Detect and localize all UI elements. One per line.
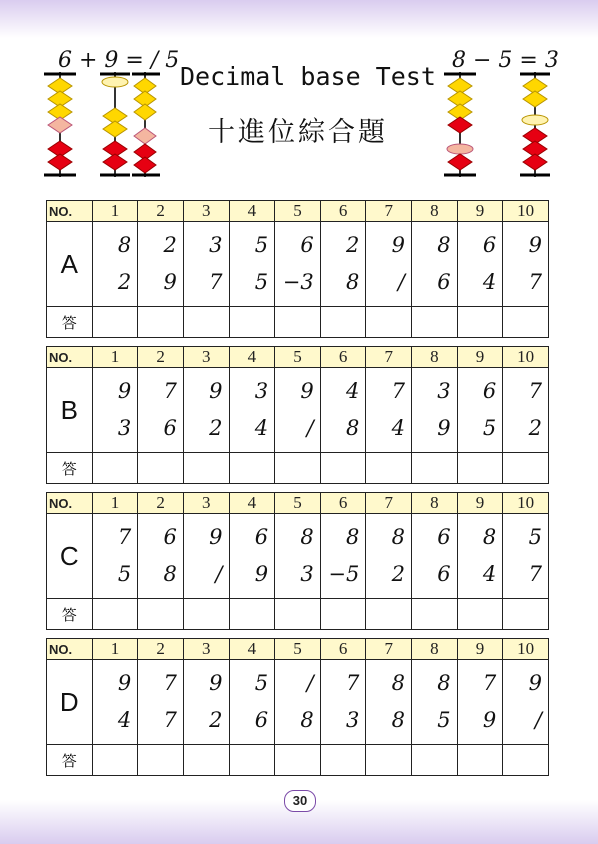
addend-top: 5 [254,233,269,257]
abacus-rod-left-3 [132,72,160,177]
col-4: 4 [229,493,275,514]
row-label: B [47,368,93,453]
section-b-table [46,346,549,484]
problem-cell [92,222,138,307]
answer-cell[interactable] [412,745,458,776]
addend-top: 5 [528,525,542,549]
col-2: 2 [138,201,184,222]
header-row [47,347,549,368]
problem-cell [412,368,458,453]
col-6: 6 [320,639,366,660]
addend-top: 7 [391,379,405,403]
answer-row [47,453,549,484]
addend-bottom: 6 [254,708,269,732]
addend-top: 7 [163,671,177,695]
addend-top: 9 [528,671,542,695]
answer-cell[interactable] [457,599,503,630]
addend-bottom: 4 [482,270,497,294]
col-7: 7 [366,347,412,368]
addend-bottom: 7 [528,270,542,294]
col-1: 1 [92,347,138,368]
addend-bottom: 5 [437,708,451,732]
addend-bottom: 5 [117,562,132,586]
answer-cell[interactable] [183,745,229,776]
problem-row [47,514,549,599]
col-8: 8 [412,493,458,514]
answer-cell[interactable] [366,453,412,484]
addend-bottom: 3 [117,416,132,440]
col-4: 4 [229,347,275,368]
addend-bottom: 2 [209,416,223,440]
problem-cell [366,514,412,599]
addend-top: 8 [437,233,451,257]
answer-row [47,599,549,630]
addend-bottom: / [534,708,542,732]
header-row [47,493,549,514]
answer-cell[interactable] [275,307,321,338]
answer-cell[interactable] [275,599,321,630]
addend-bottom: −5 [328,562,360,586]
problem-cell [503,660,549,745]
addend-top: 9 [528,233,542,257]
addend-bottom: 5 [482,416,497,440]
page-number: 30 [284,790,316,812]
addend-bottom: 9 [163,270,177,294]
problem-cell [412,514,458,599]
addend-bottom: 4 [254,416,269,440]
addend-top: / [306,671,314,695]
addend-top: 9 [209,379,223,403]
header-row [47,639,549,660]
addend-top: 3 [437,379,451,403]
addend-bottom: 2 [209,708,223,732]
col-4: 4 [229,639,275,660]
addend-top: 6 [163,525,177,549]
problem-cell [320,222,366,307]
answer-cell[interactable] [138,599,184,630]
answer-cell[interactable] [229,307,275,338]
addend-top: 8 [300,525,314,549]
addend-top: 5 [254,671,269,695]
addend-bottom: 8 [163,562,177,586]
problem-cell [138,368,184,453]
addend-bottom: / [306,416,314,440]
answer-cell[interactable] [320,307,366,338]
answer-cell[interactable] [366,745,412,776]
abacus-illustration-left [40,72,170,182]
addend-top: 7 [528,379,542,403]
answer-cell[interactable] [412,453,458,484]
row-label: D [47,660,93,745]
col-6: 6 [320,347,366,368]
addend-top: 6 [300,233,314,257]
problem-cell [366,222,412,307]
problem-cell [183,368,229,453]
section-d-table [46,638,549,776]
col-10: 10 [503,493,549,514]
section-a-table [46,200,549,338]
row-label: A [47,222,93,307]
answer-cell[interactable] [366,307,412,338]
problem-cell [229,514,275,599]
addend-top: 8 [117,233,132,257]
problem-cell [138,660,184,745]
addend-bottom: 8 [346,270,360,294]
addend-bottom: 6 [437,270,451,294]
col-5: 5 [275,201,321,222]
addend-top: 6 [482,379,497,403]
col-1: 1 [92,639,138,660]
problem-cell [92,514,138,599]
col-9: 9 [457,347,503,368]
addend-bottom: 3 [300,562,314,586]
answer-cell[interactable] [92,307,138,338]
abacus-rod-left-1 [44,72,76,177]
col-9: 9 [457,201,503,222]
col-7: 7 [366,201,412,222]
addend-top: 8 [391,671,405,695]
example-equation-right: 8 − 5 = 3 [452,48,559,73]
addend-top: 9 [300,379,314,403]
answer-cell[interactable] [320,453,366,484]
col-10: 10 [503,639,549,660]
problem-cell [457,368,503,453]
addend-bottom: 7 [209,270,223,294]
problem-cell [183,222,229,307]
answer-cell[interactable] [457,307,503,338]
answer-label: 答 [47,307,93,338]
addend-top: 7 [346,671,360,695]
addend-bottom: 7 [163,708,177,732]
problem-row [47,660,549,745]
addend-bottom: 9 [254,562,269,586]
addend-bottom: 7 [528,562,542,586]
problem-cell [366,660,412,745]
answer-label: 答 [47,599,93,630]
section-c-table [46,492,549,630]
addend-bottom: 6 [437,562,451,586]
problem-cell [229,660,275,745]
problem-cell [503,222,549,307]
answer-cell[interactable] [457,745,503,776]
col-7: 7 [366,493,412,514]
problem-cell [229,222,275,307]
header-no: NO. [47,639,93,660]
addend-bottom: 9 [482,708,497,732]
addend-bottom: 6 [163,416,177,440]
addend-bottom: −3 [282,270,314,294]
problem-cell [457,514,503,599]
addend-top: 8 [437,671,451,695]
section-c [46,492,549,630]
answer-cell[interactable] [92,599,138,630]
problem-cell [320,514,366,599]
abacus-rod-right-1 [444,72,476,177]
problem-cell [412,222,458,307]
answer-cell[interactable] [229,599,275,630]
answer-label: 答 [47,453,93,484]
col-8: 8 [412,639,458,660]
problem-cell [275,368,321,453]
answer-cell[interactable] [457,453,503,484]
col-8: 8 [412,201,458,222]
answer-cell[interactable] [183,599,229,630]
header-no: NO. [47,347,93,368]
addend-top: 6 [254,525,269,549]
answer-cell[interactable] [366,599,412,630]
answer-cell[interactable] [275,453,321,484]
col-3: 3 [183,201,229,222]
addend-top: 2 [163,233,177,257]
answer-cell[interactable] [229,453,275,484]
problem-cell [412,660,458,745]
answer-cell[interactable] [92,453,138,484]
answer-cell[interactable] [92,745,138,776]
col-6: 6 [320,201,366,222]
addend-top: 8 [346,525,360,549]
addend-top: 8 [391,525,405,549]
example-equation-left: 6 + 9 = / 5 [58,48,180,73]
addend-top: 6 [437,525,451,549]
col-7: 7 [366,639,412,660]
answer-cell[interactable] [503,453,549,484]
addend-top: 9 [209,671,223,695]
answer-cell[interactable] [320,745,366,776]
col-8: 8 [412,347,458,368]
problem-cell [92,368,138,453]
answer-cell[interactable] [138,745,184,776]
problem-row [47,222,549,307]
problem-cell [275,660,321,745]
addend-top: 9 [209,525,223,549]
addend-top: 4 [346,379,360,403]
addend-bottom: 2 [391,562,405,586]
addend-bottom: 8 [300,708,314,732]
addend-top: 8 [482,525,497,549]
abacus-rod-right-2 [520,72,550,177]
addend-top: 3 [254,379,269,403]
addend-top: 9 [391,233,405,257]
col-9: 9 [457,639,503,660]
problem-cell [320,368,366,453]
col-2: 2 [138,639,184,660]
page-subtitle: 十進位綜合題 [208,117,388,148]
col-2: 2 [138,493,184,514]
problem-cell [320,660,366,745]
addend-bottom: 4 [391,416,405,440]
addend-bottom: 8 [391,708,405,732]
answer-cell[interactable] [275,745,321,776]
answer-cell[interactable] [138,453,184,484]
col-3: 3 [183,493,229,514]
answer-label: 答 [47,745,93,776]
addend-bottom: 5 [254,270,269,294]
col-5: 5 [275,347,321,368]
page-title: Decimal base Test [180,62,436,91]
col-2: 2 [138,347,184,368]
col-10: 10 [503,347,549,368]
addend-top: 6 [482,233,497,257]
top-band [0,0,598,38]
problem-row [47,368,549,453]
col-9: 9 [457,493,503,514]
col-1: 1 [92,201,138,222]
abacus-illustration-right [440,72,560,182]
answer-cell[interactable] [503,745,549,776]
col-3: 3 [183,639,229,660]
problem-cell [457,222,503,307]
problem-cell [275,514,321,599]
problem-cell [503,368,549,453]
problem-cell [138,222,184,307]
addend-bottom: 4 [482,562,497,586]
problem-cell [183,514,229,599]
addend-bottom: 8 [346,416,360,440]
problem-cell [138,514,184,599]
col-3: 3 [183,347,229,368]
addend-top: 9 [117,671,132,695]
addend-top: 7 [163,379,177,403]
header-no: NO. [47,493,93,514]
answer-row [47,745,549,776]
addend-top: 7 [117,525,132,549]
answer-cell[interactable] [183,307,229,338]
problem-cell [183,660,229,745]
answer-cell[interactable] [183,453,229,484]
col-10: 10 [503,201,549,222]
problem-cell [366,368,412,453]
row-label: C [47,514,93,599]
col-5: 5 [275,493,321,514]
section-a [46,200,549,338]
section-d [46,638,549,776]
problem-cell [275,222,321,307]
answer-cell[interactable] [503,599,549,630]
addend-bottom: 4 [117,708,132,732]
col-1: 1 [92,493,138,514]
answer-cell[interactable] [412,307,458,338]
addend-top: 2 [346,233,360,257]
col-6: 6 [320,493,366,514]
addend-top: 9 [117,379,132,403]
answer-cell[interactable] [412,599,458,630]
addend-bottom: / [397,270,405,294]
problem-cell [503,514,549,599]
answer-cell[interactable] [503,307,549,338]
answer-row [47,307,549,338]
addend-bottom: 9 [437,416,451,440]
col-5: 5 [275,639,321,660]
col-4: 4 [229,201,275,222]
answer-cell[interactable] [320,599,366,630]
answer-cell[interactable] [138,307,184,338]
addend-bottom: / [215,562,223,586]
problem-cell [92,660,138,745]
header-row [47,201,549,222]
section-b [46,346,549,484]
problem-cell [229,368,275,453]
answer-cell[interactable] [229,745,275,776]
problem-cell [457,660,503,745]
addend-bottom: 3 [346,708,360,732]
addend-bottom: 2 [528,416,542,440]
addend-top: 7 [482,671,497,695]
header-no: NO. [47,201,93,222]
abacus-rod-left-2 [100,72,130,177]
addend-top: 3 [209,233,223,257]
addend-bottom: 2 [117,270,132,294]
